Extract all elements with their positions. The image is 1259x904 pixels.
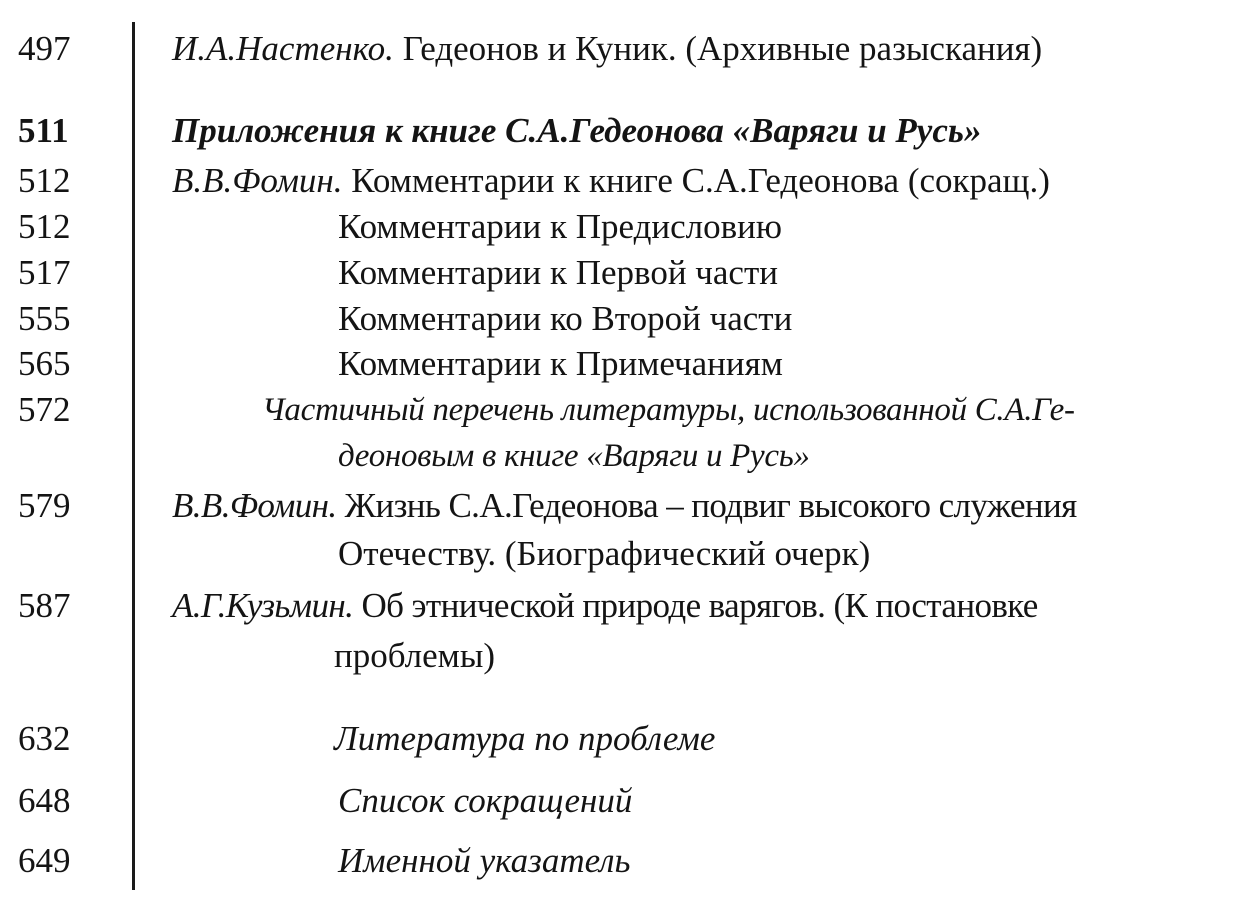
entry-title-line2: деоновым в книге «Варяги и Русь» [338,438,810,474]
page-number: 649 [18,841,71,880]
entry-title: Комментарии к Примечаниям [338,344,783,383]
toc-entry-continuation [0,531,1259,577]
entry-title-line1: Об этнической природе варягов. (К постановке [353,586,1038,625]
entry-author: В.В.Фомин. [172,486,337,525]
toc-entry [0,583,1259,629]
entry-author: В.В.Фомин. [172,161,343,200]
entry-title: Комментарии к книге С.А.Гедеонова (сокращ.) [342,161,1050,200]
page-number: 579 [18,486,71,525]
page-number: 587 [18,586,71,625]
entry-title: Литература по проблеме [334,719,716,758]
entry-text [172,483,1077,529]
page-number: 565 [18,344,71,383]
toc-entry [0,296,1259,342]
page-number: 512 [18,161,71,200]
entry-title: Список сокращений [338,781,633,820]
entry-title: Комментарии к Предисловию [338,207,783,246]
entry-title-line2: проблемы) [334,636,495,675]
entry-title: Гедеонов и Куник. (Архивные разыскания) [393,29,1043,68]
page-number: 555 [18,299,71,338]
toc-entry [0,838,1259,884]
entry-title-line1: Жизнь С.А.Гедеонова – подвиг высокого служения [336,486,1077,525]
page-number: 497 [18,29,71,68]
entry-text [172,26,1042,72]
entry-text [172,158,1050,204]
toc-entry [0,250,1259,296]
toc-entry [0,387,1259,433]
toc-entry [0,716,1259,762]
page-number: 511 [18,111,69,150]
toc-entry [0,204,1259,250]
entry-title-line2: Отечеству. (Биографический очерк) [338,534,871,573]
page-number: 517 [18,253,71,292]
toc-entry [0,158,1259,204]
toc-entry [0,26,1259,72]
toc-entry-continuation [0,633,1259,679]
entry-author: А.Г.Кузьмин. [172,586,354,625]
entry-text [172,583,1038,629]
section-heading: Приложения к книге С.А.Гедеонова «Варяги и Русь» [172,111,982,150]
entry-title: Комментарии ко Второй части [338,299,793,338]
page-number: 512 [18,207,71,246]
entry-title-line1: Частичный перечень литературы, использованной С.А.Ге- [262,392,1075,428]
toc-entry [0,108,1259,154]
page-number: 648 [18,781,71,820]
entry-title: Именной указатель [338,841,631,880]
toc-entry-continuation [0,433,1259,479]
entry-author: И.А.Настенко. [172,29,394,68]
entry-title: Комментарии к Первой части [338,253,778,292]
toc-entry [0,483,1259,529]
toc-entry [0,341,1259,387]
toc-entry [0,778,1259,824]
page-number: 632 [18,719,71,758]
page-number: 572 [18,390,71,429]
